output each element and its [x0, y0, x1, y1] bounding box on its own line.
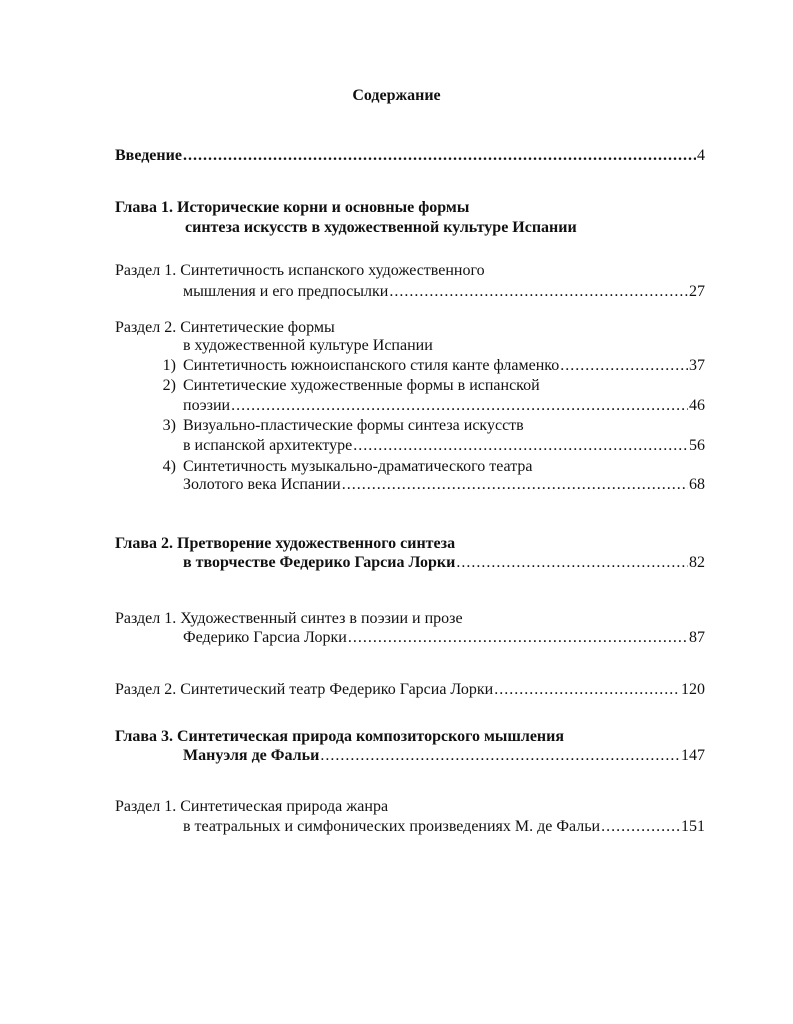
ch1-s2-item-1 — [183, 355, 705, 377]
page-number: 4 — [697, 147, 705, 164]
page-number: 46 — [689, 397, 705, 414]
chapter-1-heading: Глава 1. Исторические корни и основные формы — [115, 199, 470, 216]
ch2-section-2-entry — [115, 679, 705, 701]
ch1-section-1-heading: Раздел 1. Синтетичность испанского художественного — [115, 262, 485, 279]
page-number: 151 — [681, 818, 705, 835]
page-number: 87 — [689, 629, 705, 646]
chapter-3-entry — [183, 745, 705, 767]
ch1-section-2-heading-cont: в художественной культуре Испании — [183, 337, 433, 354]
ch3-section-1-heading: Раздел 1. Синтетическая природа жанра — [115, 798, 389, 815]
page-number: 68 — [689, 476, 705, 493]
toc-entry-label: Раздел 2. Синтетический театр Федерико Гарсиа Лорки — [115, 681, 494, 698]
ch3-section-1-entry — [183, 816, 705, 838]
page-number: 120 — [681, 681, 705, 698]
page-number: 56 — [689, 437, 705, 454]
ch1-s2-item-2 — [183, 395, 705, 417]
toc-entry-label: Золотого века Испании — [183, 476, 341, 493]
ch1-section-2-heading: Раздел 2. Синтетические формы — [115, 319, 335, 336]
ch1-s2-item-3-line1: Визуально-пластические формы синтеза искусств — [183, 417, 524, 434]
ch1-s2-item-4 — [183, 474, 705, 496]
list-item-number: 2) — [162, 377, 176, 394]
leader-dots — [348, 627, 688, 649]
toc-entry-label: Федерико Гарсиа Лорки — [183, 629, 347, 646]
leader-dots — [231, 395, 688, 417]
leader-dots — [601, 816, 680, 838]
leader-dots — [183, 145, 696, 167]
ch1-s2-item-4-line1: Синтетичность музыкально-драматического театра — [183, 458, 533, 475]
leader-dots — [342, 474, 688, 496]
toc-entry-intro — [115, 145, 705, 167]
chapter-2-entry — [183, 552, 705, 574]
toc-entry-label: Мануэля де Фальи — [183, 747, 320, 764]
page-number: 37 — [689, 357, 705, 374]
leader-dots — [353, 435, 688, 457]
leader-dots — [389, 281, 688, 303]
ch2-section-1-entry — [183, 627, 705, 649]
chapter-1-heading-cont: синтеза искусств в художественной культуре Испании — [185, 219, 577, 236]
ch1-section-1-entry — [183, 281, 705, 303]
toc-entry-label: поэзии — [183, 397, 231, 414]
toc-entry-label: Синтетичность южноиспанского стиля канте фламенко — [183, 357, 560, 374]
leader-dots — [494, 679, 680, 701]
ch1-s2-item-3 — [183, 435, 705, 457]
list-item-number: 1) — [162, 357, 176, 374]
leader-dots — [560, 355, 688, 377]
page-title: Содержание — [352, 87, 441, 104]
page-number: 147 — [681, 747, 705, 764]
toc-entry-label: в театральных и симфонических произведениях М. де Фальи — [183, 818, 601, 835]
chapter-2-heading: Глава 2. Претворение художественного синтеза — [115, 535, 456, 552]
toc-entry-label: Введение — [115, 147, 182, 164]
page-number: 27 — [689, 283, 705, 300]
toc-entry-label: в творчестве Федерико Гарсиа Лорки — [183, 554, 456, 571]
ch2-section-1-heading: Раздел 1. Художественный синтез в поэзии и прозе — [115, 610, 463, 627]
toc-entry-label: мышления и его предпосылки — [183, 283, 389, 300]
toc-entry-label: в испанской архитектуре — [183, 437, 353, 454]
list-item-number: 4) — [162, 458, 176, 475]
leader-dots — [456, 552, 688, 574]
page-number: 82 — [689, 554, 705, 571]
leader-dots — [320, 745, 680, 767]
chapter-3-heading: Глава 3. Синтетическая природа композиторского мышления — [115, 728, 565, 745]
list-item-number: 3) — [162, 417, 176, 434]
ch1-s2-item-2-line1: Синтетические художественные формы в испанской — [183, 377, 540, 394]
